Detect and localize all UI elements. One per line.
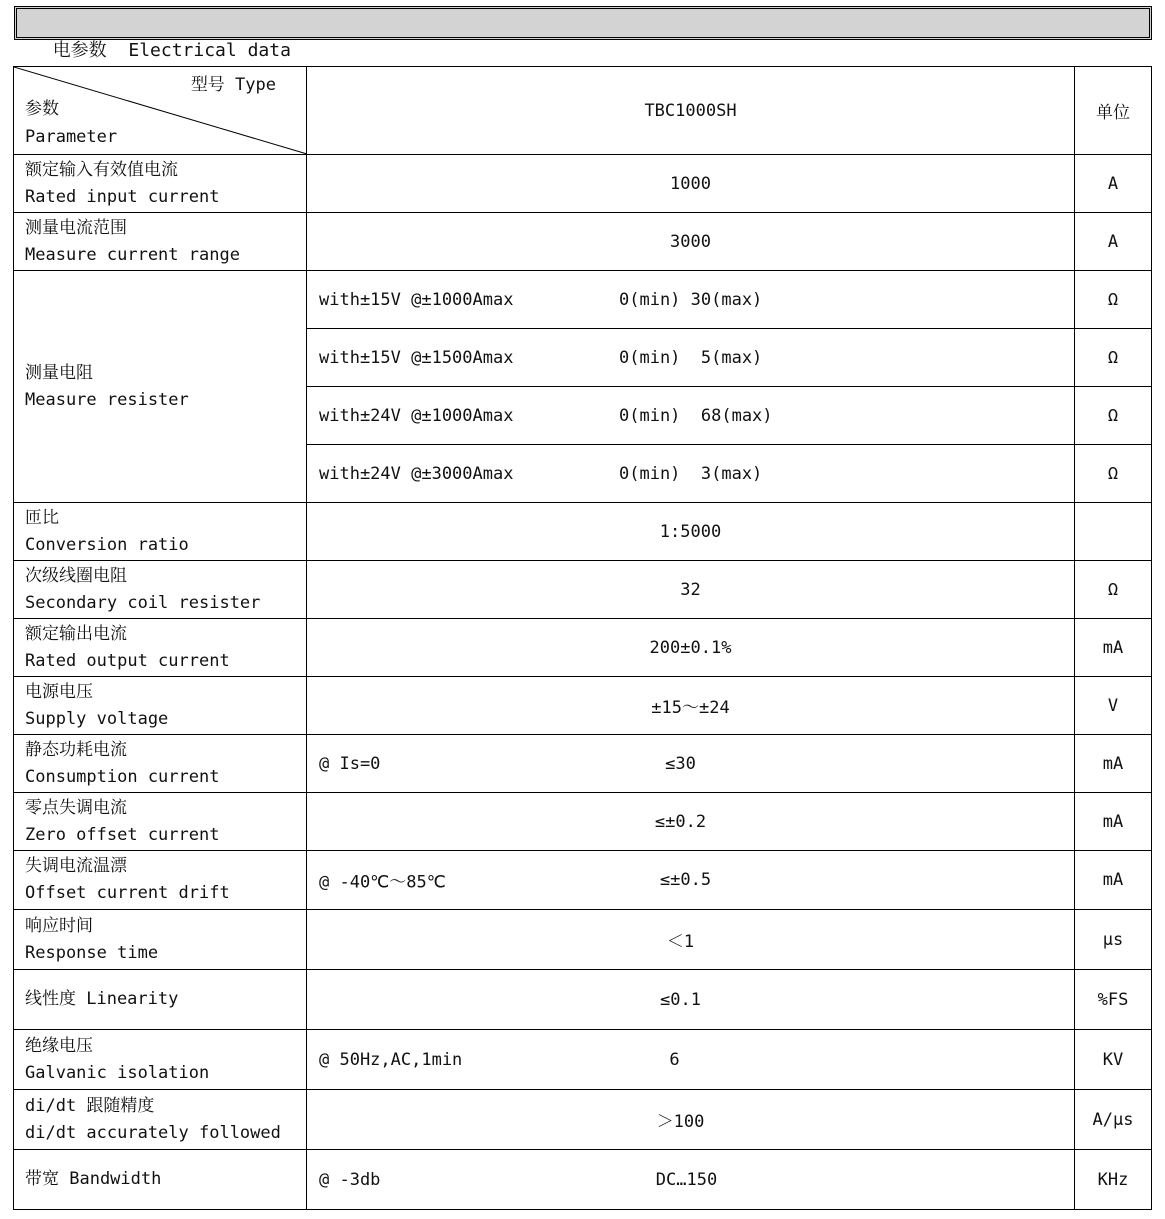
value-cell: 200±0.1% — [307, 619, 1075, 677]
param-cn: 静态功耗电流 — [25, 739, 127, 760]
param-cell — [14, 1150, 307, 1210]
unit-cell: A — [1075, 213, 1152, 271]
value-cell — [307, 1150, 1075, 1210]
value-cell: 32 — [307, 561, 1075, 619]
value-cell: ≤±0.2 — [307, 793, 1075, 851]
param-en: di/dt accurately followed — [25, 1122, 281, 1143]
value-cell: 3000 — [307, 213, 1075, 271]
condition-text: with±24V @±3000Amax — [319, 463, 514, 484]
header-unit: 单位 — [1075, 67, 1152, 155]
param-cell — [14, 561, 307, 619]
param-cell — [14, 503, 307, 561]
value-cell — [307, 387, 1075, 445]
param-cell — [14, 793, 307, 851]
param-en: Secondary coil resister — [25, 592, 261, 613]
condition-text: @ 50Hz,AC,1min — [319, 1049, 463, 1070]
param-cell — [14, 910, 307, 970]
table-row — [14, 561, 1152, 619]
header-type-label: 型号 Type — [190, 75, 276, 95]
param-cell — [14, 213, 307, 271]
condition-text: with±24V @±1000Amax — [319, 405, 514, 426]
table-row — [14, 1150, 1152, 1210]
condition-text: with±15V @±1000Amax — [319, 289, 514, 310]
condition-text: @ -40℃～85℃ — [319, 872, 446, 893]
param-cn: di/dt 跟随精度 — [25, 1095, 155, 1116]
value-text: ≤±0.5 — [659, 870, 712, 890]
condition-text: @ Is=0 — [319, 753, 381, 774]
table-row — [14, 970, 1152, 1030]
param-cell — [14, 735, 307, 793]
param-en: Galvanic isolation — [25, 1062, 210, 1083]
value-text: DC…150 — [655, 1169, 718, 1190]
value-cell — [307, 271, 1075, 329]
param-en: Measure current range — [25, 244, 240, 265]
param-cn: 匝比 — [25, 507, 59, 528]
param-en: Supply voltage — [25, 708, 169, 729]
table-row — [14, 1090, 1152, 1150]
unit-cell: KHz — [1075, 1150, 1152, 1210]
param-en: Response time — [25, 942, 159, 963]
unit-cell: Ω — [1075, 329, 1152, 387]
param-en: Consumption current — [25, 766, 220, 787]
value-cell: ±15～±24 — [307, 677, 1075, 735]
unit-cell: μs — [1075, 910, 1152, 970]
value-cell — [307, 329, 1075, 387]
param-cn: 带宽 Bandwidth — [25, 1169, 162, 1189]
param-en: Conversion ratio — [25, 534, 189, 555]
section-title-bar — [14, 6, 1152, 61]
unit-cell: V — [1075, 677, 1152, 735]
param-cell — [14, 155, 307, 213]
value-cell: ＜1 — [307, 910, 1075, 970]
condition-text: with±15V @±1500Amax — [319, 347, 514, 368]
param-cell — [14, 851, 307, 910]
header-param-cn: 参数 — [25, 99, 59, 119]
value-text: 0(min) 68(max) — [619, 405, 773, 426]
table-row — [14, 155, 1152, 213]
param-en: Rated input current — [25, 186, 220, 207]
param-cell — [14, 677, 307, 735]
value-text: ≤30 — [665, 753, 696, 774]
param-cn: 次级线圈电阻 — [25, 565, 127, 586]
param-cell — [14, 271, 307, 503]
table-row — [14, 503, 1152, 561]
param-cell — [14, 1030, 307, 1090]
value-text: 0(min) 5(max) — [619, 347, 763, 368]
param-cn: 线性度 Linearity — [25, 989, 179, 1009]
header-model: TBC1000SH — [307, 67, 1075, 155]
value-cell: 1:5000 — [307, 503, 1075, 561]
table-header-row — [14, 67, 1152, 155]
param-cn: 绝缘电压 — [25, 1035, 93, 1056]
param-en: Rated output current — [25, 650, 230, 671]
table-row — [14, 851, 1152, 910]
value-text: 0(min) 30(max) — [619, 289, 763, 310]
unit-cell: mA — [1075, 793, 1152, 851]
param-en: Measure resister — [25, 389, 189, 410]
value-cell — [307, 445, 1075, 503]
param-cn: 测量电阻 — [25, 362, 93, 383]
table-row — [14, 677, 1152, 735]
param-cn: 响应时间 — [25, 915, 93, 936]
header-param-en: Parameter — [25, 127, 118, 147]
value-cell: ≤0.1 — [307, 970, 1075, 1030]
table-row — [14, 271, 1152, 329]
value-cell — [307, 1030, 1075, 1090]
table-row — [14, 213, 1152, 271]
param-cn: 零点失调电流 — [25, 797, 127, 818]
unit-cell: mA — [1075, 851, 1152, 910]
unit-cell: mA — [1075, 735, 1152, 793]
unit-cell: Ω — [1075, 387, 1152, 445]
table-row — [14, 1030, 1152, 1090]
header-parameter-label — [25, 95, 117, 151]
param-cn: 电源电压 — [25, 681, 93, 702]
table-row — [14, 793, 1152, 851]
value-text: 0(min) 3(max) — [619, 463, 763, 484]
unit-cell: KV — [1075, 1030, 1152, 1090]
param-cell — [14, 619, 307, 677]
unit-cell: %FS — [1075, 970, 1152, 1030]
value-cell — [307, 735, 1075, 793]
unit-cell: Ω — [1075, 445, 1152, 503]
unit-cell: Ω — [1075, 271, 1152, 329]
param-cn: 测量电流范围 — [25, 217, 127, 238]
condition-text: @ -3db — [319, 1169, 381, 1190]
param-en: Zero offset current — [25, 824, 220, 845]
section-title: 电参数 Electrical data — [52, 40, 291, 61]
value-cell — [307, 851, 1075, 910]
unit-cell: A — [1075, 155, 1152, 213]
unit-cell — [1075, 503, 1152, 561]
value-cell: ＞100 — [307, 1090, 1075, 1150]
value-text: 6 — [669, 1049, 680, 1070]
header-diagonal-cell — [14, 67, 307, 155]
unit-cell: mA — [1075, 619, 1152, 677]
param-cn: 失调电流温漂 — [25, 856, 127, 876]
unit-cell: Ω — [1075, 561, 1152, 619]
table-row — [14, 619, 1152, 677]
param-cell — [14, 1090, 307, 1150]
param-cn: 额定输入有效值电流 — [25, 159, 178, 180]
value-cell: 1000 — [307, 155, 1075, 213]
electrical-data-table — [13, 66, 1152, 1210]
param-cn: 额定输出电流 — [25, 623, 127, 644]
unit-cell: A/μs — [1075, 1090, 1152, 1150]
param-cell — [14, 970, 307, 1030]
table-row — [14, 910, 1152, 970]
table-row — [14, 735, 1152, 793]
param-en: Offset current drift — [25, 883, 230, 903]
